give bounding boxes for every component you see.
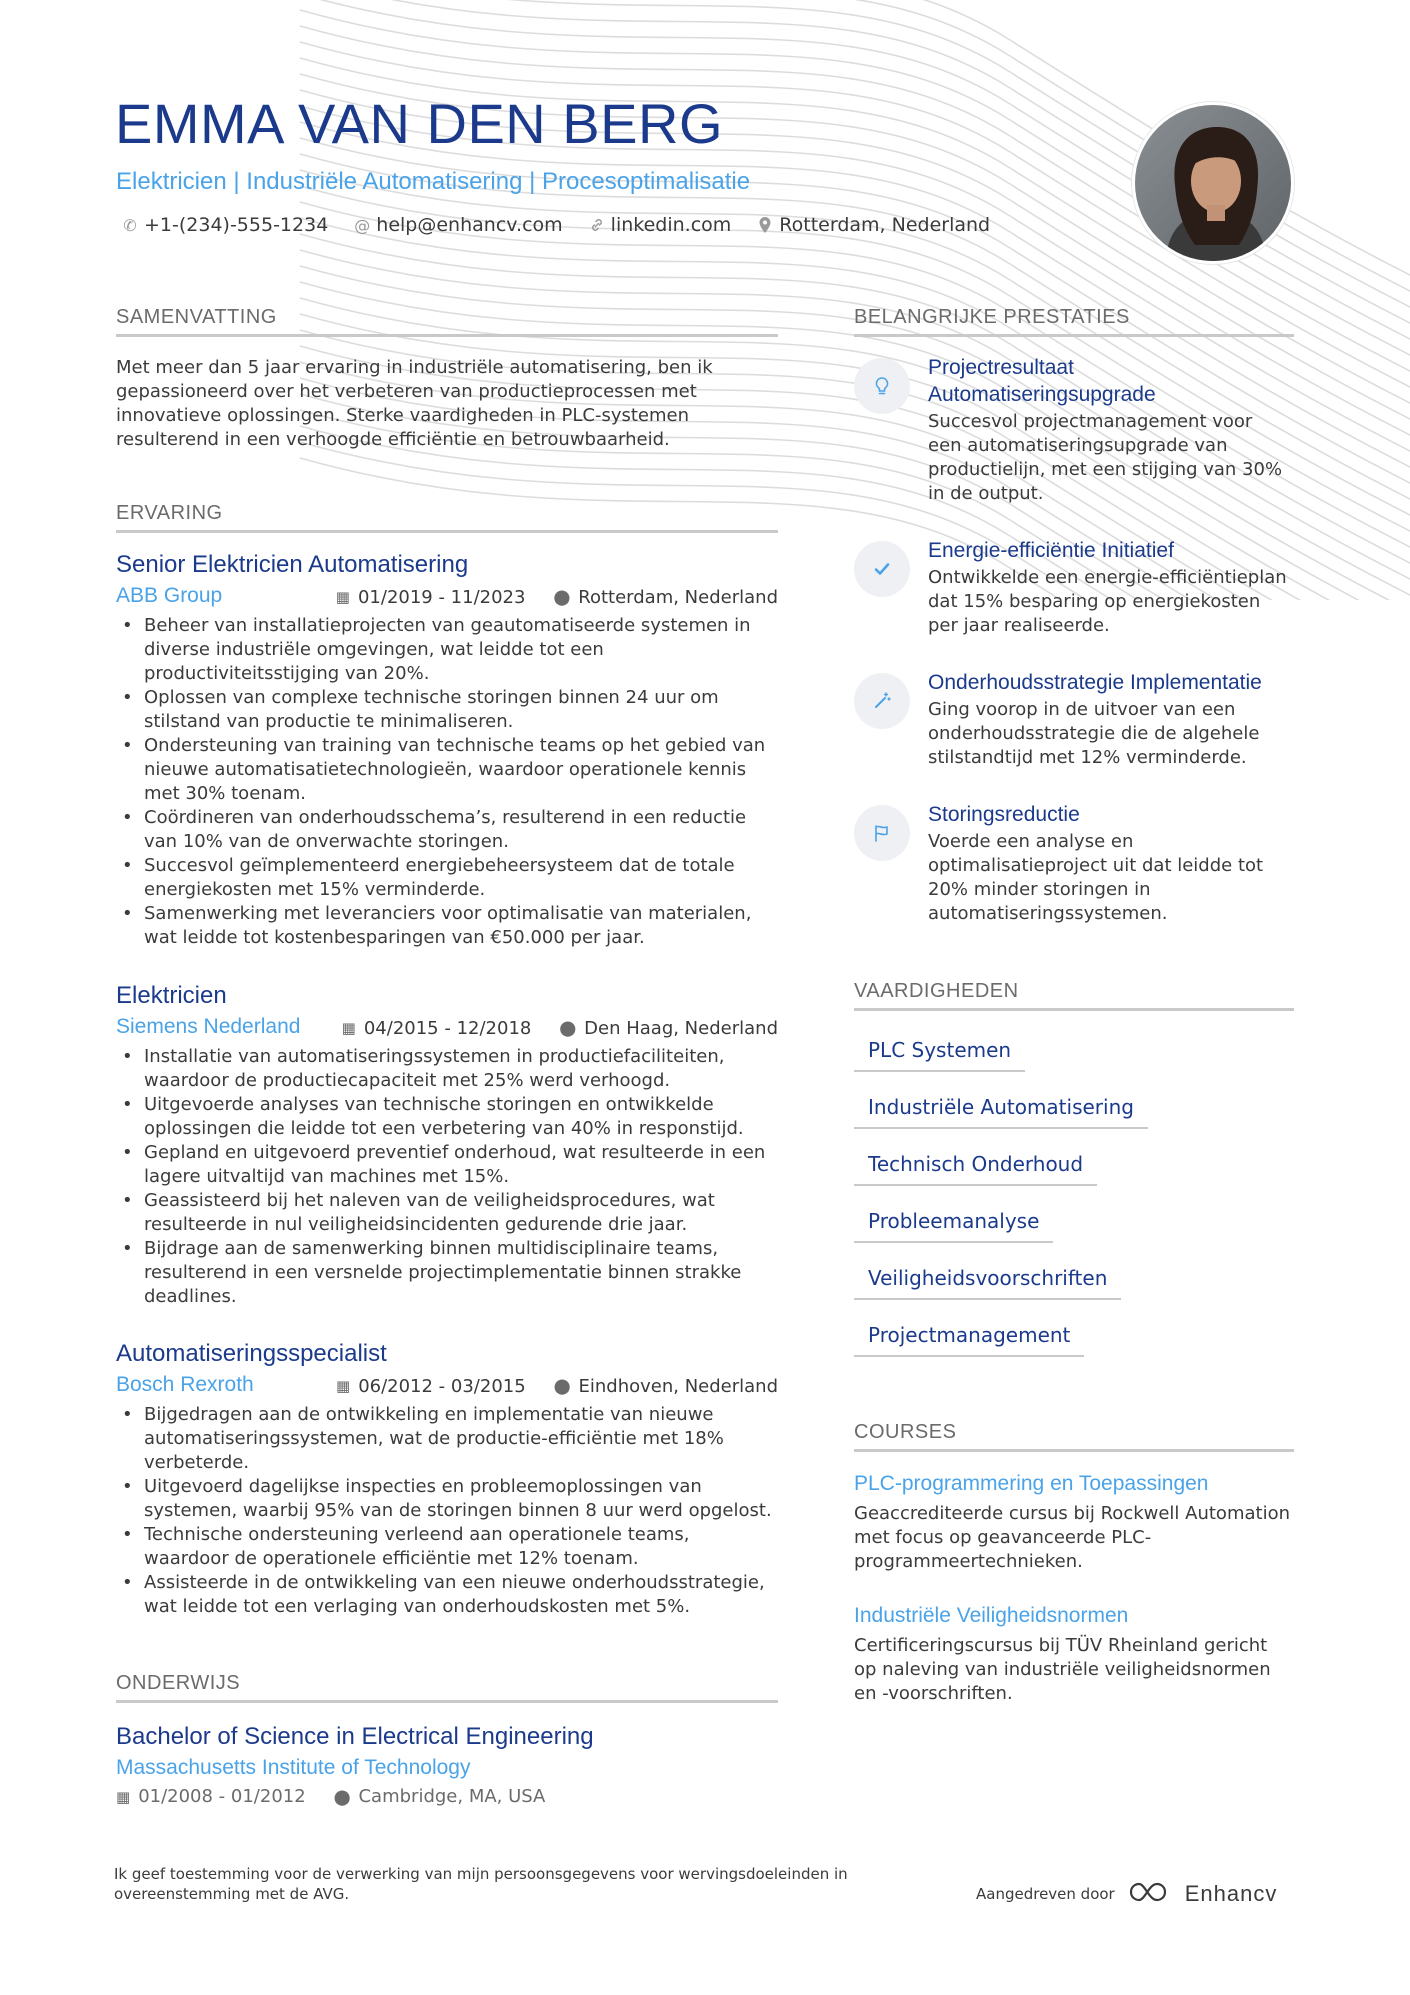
- at-icon: @: [354, 215, 371, 235]
- job-title: Automatiseringsspecialist: [116, 1340, 387, 1367]
- enhancv-wordmark: Enhancv: [1184, 1881, 1278, 1906]
- candidate-name: EMMA VAN DEN BERG: [115, 92, 724, 155]
- phone-text: +1-(234)-555-1234: [144, 214, 329, 236]
- job-location: Den Haag, Nederland: [584, 1017, 778, 1039]
- email-text: help@enhancv.com: [376, 214, 563, 236]
- bullet-item: • Assisteerde in de ontwikkeling van een nieuwe onderhoudsstrategie, wat leidde tot een verlaging van onderhoudskosten met 5%.: [116, 1571, 778, 1619]
- flag-icon: [854, 805, 910, 861]
- company-name: Siemens Nederland: [116, 1015, 301, 1038]
- section-title-courses: COURSES: [854, 1421, 1294, 1452]
- job-dates: 04/2015 - 12/2018: [363, 1017, 532, 1039]
- skill-tag: Industriële Automatisering: [854, 1095, 1148, 1129]
- achievement-item: [854, 801, 1294, 926]
- achievement-description: Succesvol projectmanagement voor een automatiseringsupgrade van productielijn, met een stijging van 30% in de output.: [928, 411, 1283, 504]
- company-name: ABB Group: [116, 584, 223, 607]
- checkmark-icon: [854, 541, 910, 597]
- bullet-item: • Beheer van installatieprojecten van geautomatiseerde systemen in diverse industriële omgevingen, wat leidde tot een productiviteitsstijging van 20%.: [116, 614, 778, 686]
- profile-photo: [1132, 102, 1294, 264]
- contact-phone[interactable]: [122, 214, 328, 236]
- bullet-item: • Bijdrage aan de samenwerking binnen multidisciplinaire teams, resulterend in een versnelde projectimplementatie binnen strakke deadlines.: [116, 1237, 778, 1309]
- job-title: Elektricien: [116, 982, 227, 1009]
- contact-location: [757, 214, 990, 236]
- bullet-item: • Uitgevoerde analyses van technische storingen en ontwikkelde oplossingen die leidde tot een verbetering van 40% in responstijd.: [116, 1093, 778, 1141]
- section-title-skills: VAARDIGHEDEN: [854, 980, 1294, 1011]
- location-pin-icon: ⬤: [333, 1787, 351, 1806]
- calendar-icon: ▦: [341, 1019, 356, 1037]
- job-bullets: [116, 1403, 778, 1619]
- degree-title: Bachelor of Science in Electrical Engineering: [116, 1723, 594, 1750]
- magic-wand-icon: [854, 673, 910, 729]
- location-pin-icon: ⬤: [553, 588, 571, 606]
- candidate-headline: Elektricien | Industriële Automatisering | Procesoptimalisatie: [116, 168, 751, 195]
- achievement-title: Storingsreductie: [928, 803, 1080, 826]
- course-description: Geaccrediteerde cursus bij Rockwell Automation met focus op geavanceerde PLC-programmeertechnieken.: [854, 1503, 1290, 1572]
- school-name: Massachusetts Institute of Technology: [116, 1756, 471, 1779]
- job-entry: [116, 1339, 778, 1619]
- job-dates: 06/2012 - 03/2015: [358, 1375, 526, 1397]
- powered-by[interactable]: [976, 1880, 1277, 1908]
- course-description: Certificeringscursus bij TÜV Rheinland gericht op naleving van industriële veiligheidsnormen en -voorschriften.: [854, 1635, 1271, 1704]
- link-icon: [589, 217, 605, 233]
- skill-tag: Technisch Onderhoud: [854, 1152, 1097, 1186]
- location-pin-icon: ⬤: [553, 1377, 571, 1395]
- contact-email[interactable]: [354, 214, 562, 236]
- job-entry: [116, 981, 778, 1309]
- skill-tag: Probleemanalyse: [854, 1209, 1053, 1243]
- bullet-item: • Bijgedragen aan de ontwikkeling en implementatie van nieuwe automatiseringssystemen, wat de productie-efficiëntie met 18% verbeterde.: [116, 1403, 778, 1475]
- course-item: [854, 1470, 1294, 1574]
- achievement-title: Projectresultaat Automatiseringsupgrade: [928, 356, 1156, 406]
- location-pin-icon: ⬤: [559, 1019, 577, 1037]
- bullet-item: • Installatie van automatiseringssystemen in productiefaciliteiten, waardoor de productiecapaciteit met 25% werd verhoogd.: [116, 1045, 778, 1093]
- achievement-item: [854, 537, 1294, 638]
- bullet-item: • Samenwerking met leveranciers voor optimalisatie van materialen, wat leidde tot kostenbesparingen van €50.000 per jaar.: [116, 902, 778, 950]
- achievement-item: [854, 354, 1294, 506]
- company-name: Bosch Rexroth: [116, 1373, 254, 1396]
- bullet-item: • Uitgevoerd dagelijkse inspecties en probleemoplossingen van systemen, waarbij 95% van de storingen binnen 8 uur werd opgelost.: [116, 1475, 778, 1523]
- enhancv-logo-icon: [1127, 1880, 1173, 1908]
- job-dates: 01/2019 - 11/2023: [357, 586, 526, 608]
- section-title-education: ONDERWIJS: [116, 1672, 778, 1703]
- skill-tag: Veiligheidsvoorschriften: [854, 1266, 1121, 1300]
- education-entry: [116, 1722, 778, 1807]
- bullet-item: • Gepland en uitgevoerd preventief onderhoud, wat resulteerde in een lagere uitvaltijd van machines met 15%.: [116, 1141, 778, 1189]
- course-title: Industriële Veiligheidsnormen: [854, 1604, 1129, 1627]
- bullet-item: • Succesvol geïmplementeerd energiebeheersysteem dat de totale energiekosten met 15% verminderde.: [116, 854, 778, 902]
- bullet-item: • Ondersteuning van training van technische teams op het gebied van nieuwe automatisatietechnologieën, waardoor operationele kennis met 30% toenam.: [116, 734, 778, 806]
- education-location: Cambridge, MA, USA: [358, 1786, 546, 1807]
- summary-text: Met meer dan 5 jaar ervaring in industriële automatisering, ben ik gepassioneerd over het verbeteren van productieprocessen met innovatieve oplossingen. Sterke vaardigheden in PLC-systemen resulterend in een verhoogde efficiëntie en betrouwbaarheid.: [116, 357, 713, 450]
- job-location: Rotterdam, Nederland: [578, 586, 778, 608]
- bullet-item: • Coördineren van onderhoudsschema’s, resulterend in een reductie van 10% van de onverwachte storingen.: [116, 806, 778, 854]
- phone-icon: ✆: [123, 215, 137, 235]
- location-pin-icon: [757, 216, 773, 234]
- course-item: [854, 1602, 1294, 1706]
- section-title-summary: SAMENVATTING: [116, 306, 778, 337]
- bullet-item: • Geassisteerd bij het naleven van de veiligheidsprocedures, wat resulteerde in nul veiligheidsincidenten gedurende drie jaar.: [116, 1189, 778, 1237]
- course-title: PLC-programmering en Toepassingen: [854, 1472, 1209, 1495]
- achievement-description: Ging voorop in de uitvoer van een onderhoudsstrategie die de algehele stilstandtijd met 12% verminderde.: [928, 699, 1260, 768]
- bullet-item: • Oplossen van complexe technische storingen binnen 24 uur om stilstand van productie te minimaliseren.: [116, 686, 778, 734]
- achievement-title: Onderhoudsstrategie Implementatie: [928, 671, 1262, 694]
- education-dates: 01/2008 - 01/2012: [138, 1786, 306, 1807]
- achievement-title: Energie-efficiëntie Initiatief: [928, 539, 1174, 562]
- calendar-icon: ▦: [335, 588, 350, 606]
- section-title-achievements: BELANGRIJKE PRESTATIES: [854, 306, 1294, 337]
- linkedin-text: linkedin.com: [610, 214, 732, 236]
- location-text: Rotterdam, Nederland: [779, 214, 991, 236]
- contact-linkedin[interactable]: [589, 214, 732, 236]
- consent-statement: Ik geef toestemming voor de verwerking van mijn persoonsgegevens voor wervingsdoeleinden in overeenstemming met de AVG.: [114, 1865, 848, 1903]
- section-title-experience: ERVARING: [116, 502, 778, 533]
- achievement-description: Ontwikkelde een energie-efficiëntieplan dat 15% besparing op energiekosten per jaar realiseerde.: [928, 567, 1287, 636]
- calendar-icon: ▦: [116, 1787, 131, 1806]
- powered-by-label: Aangedreven door: [976, 1885, 1115, 1903]
- job-title: Senior Elektricien Automatisering: [116, 551, 469, 578]
- skill-tag: PLC Systemen: [854, 1038, 1025, 1072]
- contact-bar: [122, 214, 990, 236]
- skill-tag: Projectmanagement: [854, 1323, 1084, 1357]
- calendar-icon: ▦: [336, 1377, 351, 1395]
- job-bullets: [116, 614, 778, 950]
- achievement-description: Voerde een analyse en optimalisatieproject uit dat leidde tot 20% minder storingen in automatiseringssystemen.: [928, 831, 1264, 924]
- job-bullets: [116, 1045, 778, 1309]
- job-location: Eindhoven, Nederland: [578, 1375, 778, 1397]
- lightbulb-icon: [854, 358, 910, 414]
- achievement-item: [854, 669, 1294, 770]
- bullet-item: • Technische ondersteuning verleend aan operationele teams, waardoor de operationele efficiëntie met 12% toenam.: [116, 1523, 778, 1571]
- job-entry: [116, 550, 778, 950]
